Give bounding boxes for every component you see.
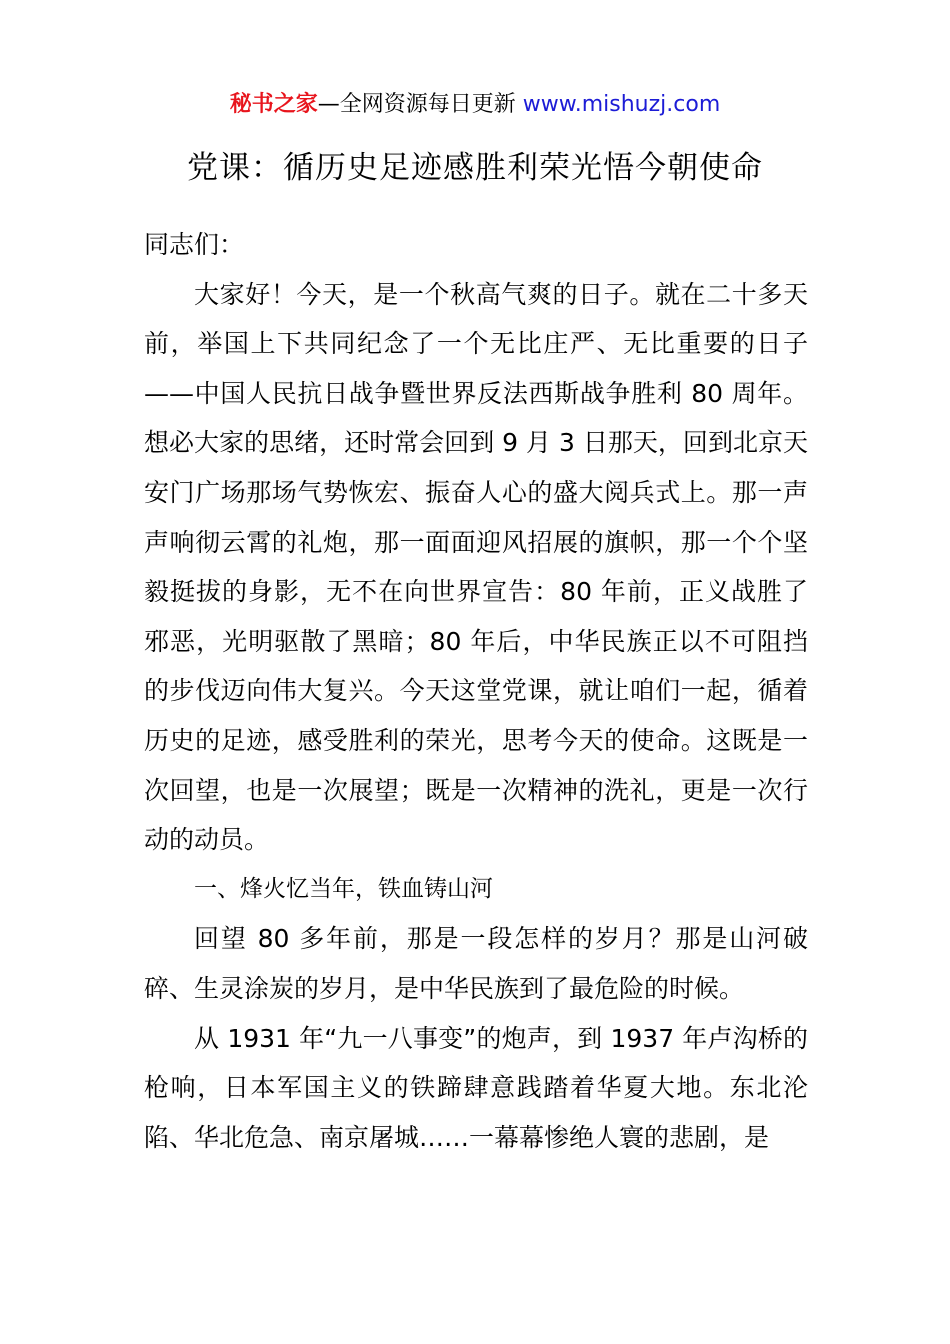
brand-name: 秘书之家 (229, 92, 318, 117)
header-url-link[interactable]: www.mishuzj.com (522, 92, 721, 117)
body-paragraph: 从 1931 年“九一八事变”的炮声，到 1937 年卢沟桥的枪响，日本军国主义的铁蹄肆意践踏着华夏大地。东北沦陷、华北危急、南京屠城……一幕幕惨绝人寰的悲剧，是 (144, 1023, 808, 1152)
section-heading: 一、烽火忆当年，铁血铸山河 (194, 875, 493, 902)
page-title: 党课：循历史足迹感胜利荣光悟今朝使命 (187, 150, 763, 186)
body-paragraph: 回望 80 多年前，那是一段怎样的岁月？那是山河破碎、生灵涂炭的岁月，是中华民族到了最危险的时候。 (144, 924, 808, 1003)
body-paragraph: 大家好！今天，是一个秋高气爽的日子。就在二十多天前，举国上下共同纪念了一个无比庄严、无比重要的日子——中国人民抗日战争暨世界反法西斯战争胜利 80 周年。想必大家的思绪，还时常会回到 9 月 3 日那天，回到北京天安门广场那场气势恢宏、振奋人心的盛大阅兵式上。那一声声响彻云霄的礼炮，那一面面迎风招展的旗帜，那一个个坚毅挺拔的身影，无不在向世界宣告：80 年前，正义战胜了邪恶，光明驱散了黑暗；80 年后，中华民族正以不可阻挡的步伐迈向伟大复兴。今天这堂党课，就让咱们一起，循着历史的足迹，感受胜利的荣光，思考今天的使命。这既是一次回望，也是一次展望；既是一次精神的洗礼，更是一次行动的动员。 (144, 279, 808, 855)
site-header (0, 88, 950, 122)
document-body (144, 220, 808, 1162)
header-tagline: —全网资源每日更新 (317, 92, 516, 117)
greeting: 同志们： (144, 230, 245, 259)
